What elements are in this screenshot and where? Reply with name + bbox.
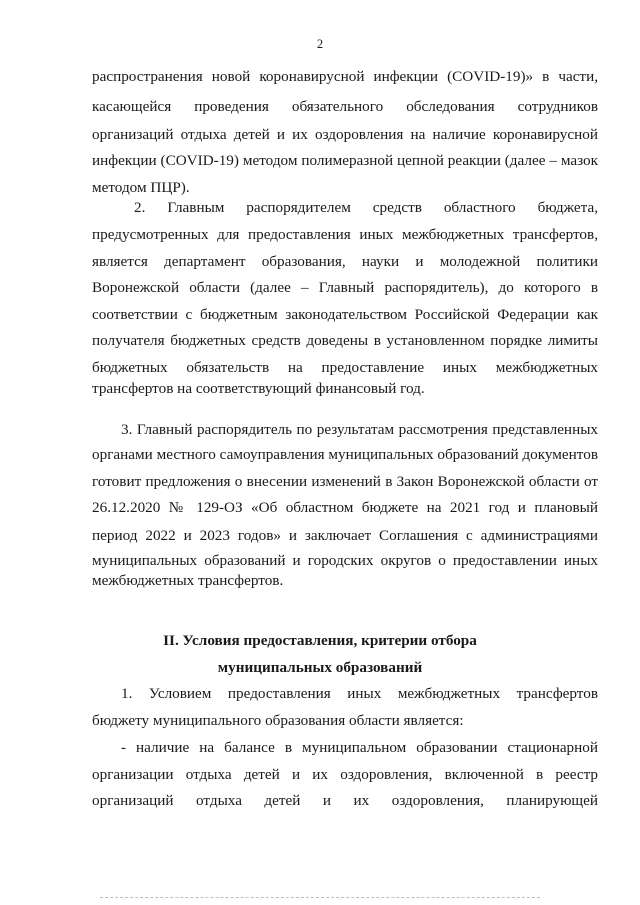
section-2-paragraph-1-line-1: 1. Условием предоставления иных межбюджетных трансфертов bbox=[121, 685, 598, 702]
page-bottom-edge bbox=[100, 897, 540, 898]
paragraph-3-line-2: органами местного самоуправления муниципальных образований документов bbox=[92, 446, 598, 463]
paragraph-2-line-5: соответствии с бюджетным законодательством Российской Федерации как bbox=[92, 306, 598, 323]
paragraph-1-line-3: организаций отдыха детей и их оздоровления на наличие коронавирусной bbox=[92, 126, 598, 143]
section-heading-line-1: II. Условия предоставления, критерии отбора bbox=[163, 632, 477, 649]
paragraph-1-line-1: распространения новой коронавирусной инфекции (COVID-19)» в части, bbox=[92, 68, 598, 85]
paragraph-2-line-4: Воронежской области (далее – Главный распорядитель), до которого в bbox=[92, 279, 598, 296]
section-2-paragraph-1-line-2: бюджету муниципального образования области является: bbox=[92, 712, 464, 729]
paragraph-3-line-3: готовит предложения о внесении изменений в Закон Воронежской области от bbox=[92, 473, 598, 490]
paragraph-2-line-1: 2. Главным распорядителем средств областного бюджета, bbox=[134, 199, 598, 216]
paragraph-2-line-3: является департамент образования, науки и молодежной политики bbox=[92, 253, 598, 270]
paragraph-3-line-7: межбюджетных трансфертов. bbox=[92, 572, 284, 589]
paragraph-1-line-5: методом ПЦР). bbox=[92, 179, 190, 196]
paragraph-1-line-4: инфекции (COVID-19) методом полимеразной цепной реакции (далее – мазок bbox=[92, 152, 598, 169]
section-heading-line-2: муниципальных образований bbox=[217, 659, 423, 676]
section-2-paragraph-2-line-3: организаций отдыха детей и их оздоровления, планирующей bbox=[92, 792, 598, 809]
paragraph-1-line-2: касающейся проведения обязательного обследования сотрудников bbox=[92, 98, 598, 115]
paragraph-2-line-2: предусмотренных для предоставления иных межбюджетных трансфертов, bbox=[92, 226, 598, 243]
paragraph-3-line-5: период 2022 и 2023 годов» и заключает Соглашения с администрациями bbox=[92, 527, 598, 544]
paragraph-3-line-6: муниципальных образований и городских округов о предоставлении иных bbox=[92, 552, 598, 569]
page-number: 2 bbox=[316, 37, 324, 51]
paragraph-3-line-1: 3. Главный распорядитель по результатам рассмотрения представленных bbox=[121, 421, 598, 438]
section-2-paragraph-2-line-2: организации отдыха детей и их оздоровления, включенной в реестр bbox=[92, 766, 598, 783]
section-2-paragraph-2-line-1: - наличие на балансе в муниципальном образовании стационарной bbox=[121, 739, 598, 756]
paragraph-2-line-6: получателя бюджетных средств доведены в установленном порядке лимиты bbox=[92, 332, 598, 349]
paragraph-3-line-4: 26.12.2020 № 129-ОЗ «Об областном бюджете на 2021 год и плановый bbox=[92, 499, 598, 516]
paragraph-2-line-8: трансфертов на соответствующий финансовый год. bbox=[92, 380, 425, 397]
paragraph-2-line-7: бюджетных обязательств на предоставление иных межбюджетных bbox=[92, 359, 598, 376]
